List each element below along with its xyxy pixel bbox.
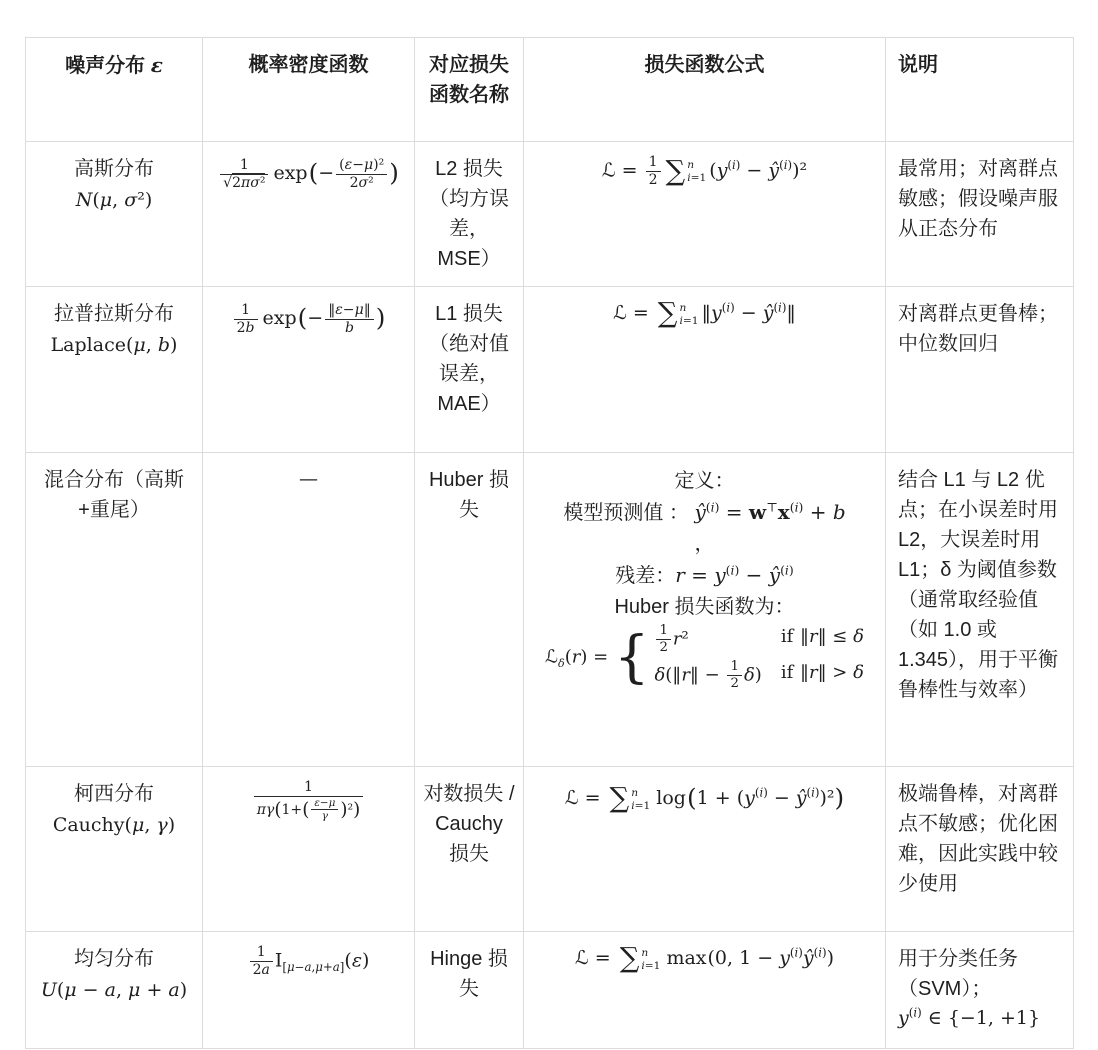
distribution-cell	[26, 142, 203, 287]
loss-formula-cell: ℒ = ∑ n i=1 max(0, $1 - y^{(i)}ŷ^{(i)}$)	[524, 932, 886, 1049]
loss-formula-cell: 定义： 模型预测值 ： $ŷ^{(i)} = w^⊤x^{(i)} + b$ ， 残差：$r = y^{(i)}$ − $ŷ^{(i)}$ Huber 损失函数为： ℒ$_\delta$(r) = { $\frac{1}{2}$ r² if ‖r‖ ≤ δ δ(‖r‖ − $\frac{1}{2}$ δ) if ‖r‖ > δ	[524, 453, 886, 767]
note-text: 极端鲁棒，对离群点不敏感；优化困难，因此实践中较少使用	[898, 783, 1058, 895]
header-row	[26, 38, 1074, 142]
note-cell	[886, 142, 1074, 287]
loss-name-cell: Huber 损失	[415, 453, 524, 767]
distribution-name: 柯西分布	[74, 783, 154, 805]
pdf-cell: —	[203, 453, 415, 767]
note-cell	[886, 453, 1074, 767]
note-math: $y^{(i)}$ ∈ {−1, +1}	[898, 1005, 1041, 1029]
table-row-uniform-hinge	[26, 932, 1074, 1049]
distribution-name: 混合分布（高斯+重尾）	[44, 469, 184, 521]
distribution-cell	[26, 287, 203, 453]
distribution-cell	[26, 453, 203, 767]
table-row-laplace	[26, 287, 1074, 453]
table-row-cauchy	[26, 767, 1074, 932]
loss-function-table	[25, 37, 1074, 1049]
loss-name-cell: L1 损失（绝对值误差，MAE）	[415, 287, 524, 453]
pdf-cell: $\frac{1}{2a}$ $I_{[\mu-a,\mu+a]}(\varepsilon)$	[203, 932, 415, 1049]
column-header-noise-distribution: 噪声分布 ε	[26, 38, 203, 142]
distribution-name: 均匀分布	[74, 948, 154, 970]
note-text: 结合 L1 与 L2 优点；在小误差时用 L2，大误差时用 L1；δ 为阈值参数（通常取经验值（如 1.0 或 1.345），用于平衡鲁棒性与效率）	[898, 469, 1059, 701]
column-header-loss-name: 对应损失函数名称	[415, 38, 524, 142]
distribution-cell	[26, 932, 203, 1049]
note-cell	[886, 287, 1074, 453]
column-header-pdf: 概率密度函数	[203, 38, 415, 142]
loss-formula-cell: ℒ = ∑ n i=1 $‖y^{(i)}$ − $ŷ^{(i)}‖$	[524, 287, 886, 453]
note-text: 最常用；对离群点敏感；假设噪声服从正态分布	[898, 158, 1058, 240]
table-row-gaussian	[26, 142, 1074, 287]
pdf-cell: 1 πγ(1+( $\frac{\varepsilon-\mu}{\gamma}$ )²)	[203, 767, 415, 932]
loss-formula-cell: ℒ = ∑ n i=1 $\log(1 + (y^{(i)}$ − $ŷ^{(i)})^2$)	[524, 767, 886, 932]
note-text: 用于分类任务（SVM）；	[898, 948, 1018, 1000]
table-row-mixture-huber	[26, 453, 1074, 767]
loss-name-cell: L2 损失（均方误差，MSE）	[415, 142, 524, 287]
loss-name-cell: Hinge 损失	[415, 932, 524, 1049]
distribution-name: 拉普拉斯分布	[54, 303, 174, 325]
column-header-notes: 说明	[886, 38, 1074, 142]
loss-name-cell: 对数损失 / Cauchy 损失	[415, 767, 524, 932]
distribution-notation: U(μ − a, μ + a)	[40, 979, 188, 1001]
column-header-loss-formula: 损失函数公式	[524, 38, 886, 142]
note-cell	[886, 932, 1074, 1049]
loss-formula-cell: ℒ = $\frac{1}{2}$ ∑ n i=1 ($y^{(i)}$ − $ŷ^{(i)})^2$	[524, 142, 886, 287]
pdf-cell: $\frac{1}{2b}$ exp(− $\frac{‖\varepsilon-\mu‖}{b}$ )	[203, 287, 415, 453]
distribution-notation: Cauchy(μ, γ)	[52, 814, 176, 836]
note-cell	[886, 767, 1074, 932]
distribution-notation: N(μ, σ²)	[75, 189, 153, 211]
distribution-notation: Laplace(μ, b)	[50, 334, 178, 356]
pdf-cell: $\frac{1}{\text{√2πσ²}}$ exp(− $\frac{\text{(ε−μ)²}}{\text{2σ²}}$ )	[203, 142, 415, 287]
note-text: 对离群点更鲁棒；中位数回归	[898, 303, 1058, 355]
distribution-cell	[26, 767, 203, 932]
distribution-name: 高斯分布	[74, 158, 154, 180]
